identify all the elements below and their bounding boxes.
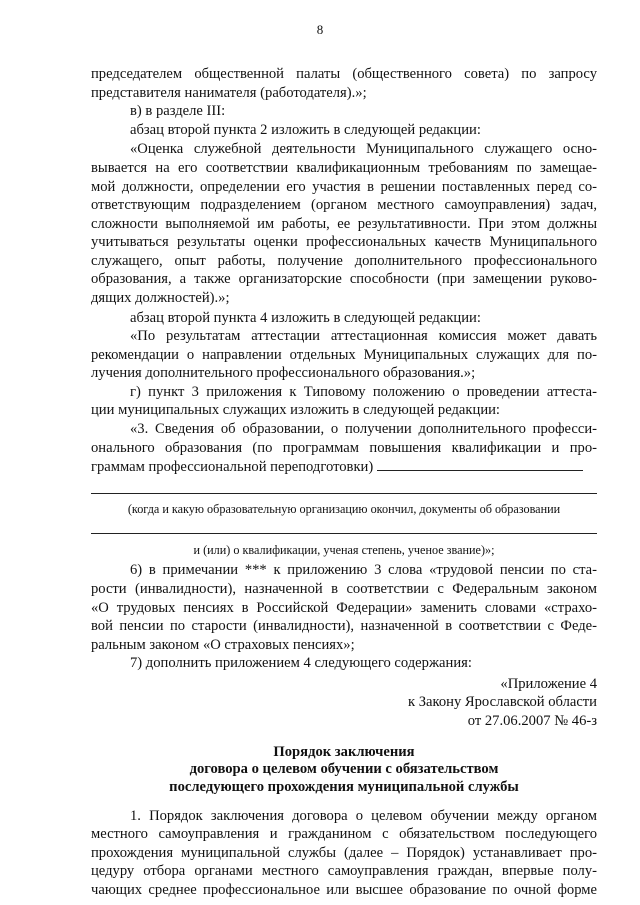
- text-line: председателем общественной палаты (общественного совета) по запросу: [91, 66, 597, 82]
- text-line: местного самоуправления и гражданином с обязательством последующего: [91, 826, 597, 843]
- text-line: г) пункт 3 приложения к Типовому положению о проведении аттеста-: [130, 383, 597, 400]
- text-line: представителя нанимателя (работодателя).»;: [91, 84, 367, 101]
- text-line: прохождения муниципальной службы (далее – Порядок) устанавливает про-: [91, 844, 597, 861]
- text-line: сложности выполняемой им работы, ее результативности. При этом должны: [91, 215, 597, 232]
- fill-in-blank: [377, 458, 583, 471]
- section-title-line: последующего прохождения муниципальной службы: [169, 778, 519, 795]
- text-line: «По результатам аттестации аттестационная комиссия может давать: [130, 328, 597, 345]
- text-line: мой должности, определении его участия в решении поставленных перед со-: [91, 178, 597, 195]
- text-line: вывается на его соответствии квалификационным требованиям по замещае-: [91, 159, 597, 176]
- appendix-header-line: к Закону Ярославской области: [407, 694, 597, 711]
- text-line: служащего, опыт работы, получение дополнительного профессионального: [91, 252, 597, 269]
- text-line: 6) в примечании *** к приложению 3 слова «трудовой пенсии по ста-: [130, 562, 597, 579]
- text-line: 7) дополнить приложением 4 следующего содержания:: [130, 655, 472, 672]
- text-line: в) в разделе III:: [130, 103, 226, 120]
- text-line: абзац второй пункта 2 изложить в следующей редакции:: [130, 121, 481, 138]
- caption-line: (когда и какую образовательную организацию окончил, документы об образовании: [127, 502, 561, 516]
- text-line: «О трудовых пенсиях в Российской Федерации» заменить словами «страхо-: [91, 599, 597, 616]
- text-line: цедуру отбора органами местного самоуправления граждан, впервые полу-: [91, 863, 597, 880]
- caption-line: и (или) о квалификации, ученая степень, ученое звание)»;: [193, 542, 495, 557]
- section-title-line: Порядок заключения: [273, 743, 415, 760]
- text-line: 1. Порядок заключения договора о целевом обучении между органом: [130, 807, 597, 824]
- text-line: ции муниципальных служащих изложить в следующей редакции:: [91, 402, 500, 419]
- text-line: [91, 457, 597, 477]
- text-line: вой пенсии по старости (инвалидности), назначенной в соответствии с Феде-: [91, 618, 597, 635]
- appendix-header-line: «Приложение 4: [500, 675, 597, 692]
- text-line: образования, а также организаторские способности (при замещении руково-: [91, 271, 597, 288]
- text-line: абзац второй пункта 4 изложить в следующей редакции:: [130, 309, 481, 326]
- text-line: чающих среднее профессиональное или высшее образование по очной форме: [91, 882, 597, 898]
- text-line: «Оценка служебной деятельности Муниципального служащего осно-: [130, 141, 597, 158]
- page-number: 8: [316, 22, 324, 37]
- text-line: рости (инвалидности), назначенной в соответствии с Федеральным законом: [91, 580, 597, 597]
- text-span: граммам профессиональной переподготовки): [91, 459, 374, 476]
- text-line: учитываться результаты оценки профессиональных качеств Муниципального: [91, 234, 597, 251]
- text-line: лучения дополнительного профессионального образования.»;: [91, 365, 476, 382]
- text-line: рекомендации о направлении отдельных Муниципальных служащих для по-: [91, 346, 597, 363]
- fill-in-rule: [91, 533, 597, 534]
- appendix-header-line: от 27.06.2007 № 46-з: [467, 712, 597, 729]
- fill-in-rule: [91, 493, 597, 494]
- text-line: ответствующим подразделением (органом местного самоуправления) задач,: [91, 197, 597, 213]
- text-line: онального образования (по программам повышения квалификации и про-: [91, 439, 597, 456]
- section-title-line: договора о целевом обучении с обязательством: [189, 761, 499, 778]
- text-line: ральным законом «О страховых пенсиях»;: [91, 636, 355, 653]
- text-line: дящих должностей).»;: [91, 290, 230, 306]
- text-line: «3. Сведения об образовании, о получении дополнительного професси-: [130, 421, 597, 437]
